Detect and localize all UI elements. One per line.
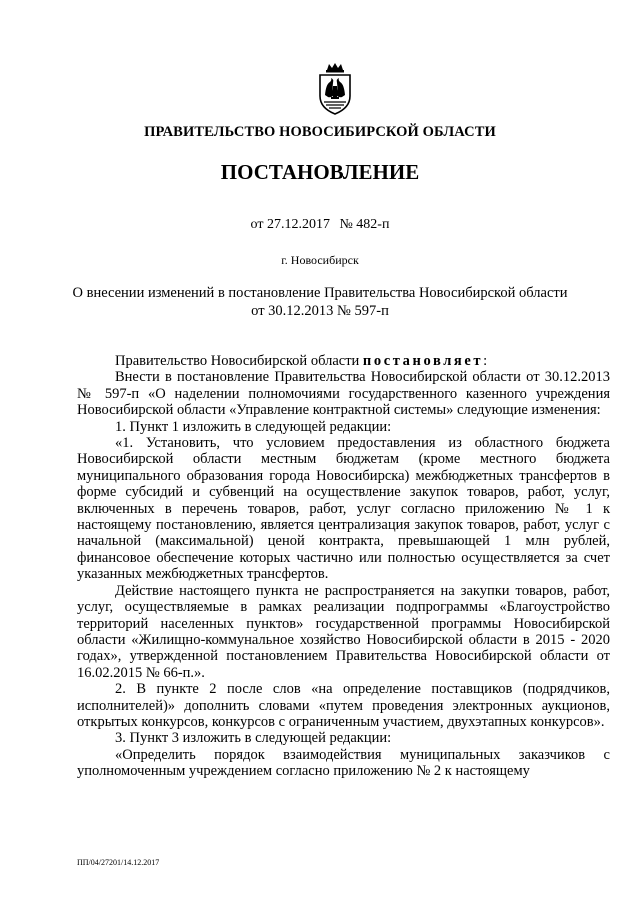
- body-paragraph: «1. Установить, что условием предоставления из областного бюджета Новосибирской области местным бюджетам (кроме местного бюджета муниципального образования города Новосибирска) межбюджетных трансфертов в форме субсидий и субвенций на осуществление закупок товаров, работ, услуг, включенных в перечень товаров, работ, услуг согласно приложению № 1 к настоящему постановлению, является централизация закупок товаров, работ, услуг с начальной (максимальной) ценой контракта, превышающей 1 млн рублей, финансовое обеспечение которых частично или полностью осуществляется за счет указанных межбюджетных трансфертов.: [77, 435, 610, 583]
- city-name: г. Новосибирск: [281, 253, 359, 267]
- body-paragraph: 3. Пункт 3 изложить в следующей редакции:: [115, 730, 392, 747]
- intro-suffix: :: [483, 353, 488, 369]
- body-paragraph: 1. Пункт 1 изложить в следующей редакции:: [115, 418, 392, 435]
- intro-keyword: постановляет: [362, 353, 484, 369]
- coat-of-arms-icon: [314, 62, 356, 116]
- body-paragraph: Действие настоящего пункта не распространяется на закупки товаров, работ, услуг, осуществляемые в рамках реализации подпрограммы «Благоустройство территорий населенных пунктов» государственной программы Новосибирской области «Жилищно-коммунальное хозяйство Новосибирской области в 2015 - 2020 годах», утвержденной постановлением Правительства Новосибирской области от 16.02.2015 № 66-п.».: [77, 582, 610, 681]
- document-subject: [40, 284, 600, 320]
- subject-line-1: О внесении изменений в постановление Правительства Новосибирской области: [72, 285, 568, 301]
- date-number-line: [0, 217, 640, 233]
- body-paragraph: Внести в постановление Правительства Новосибирской области от 30.12.2013 № 597-п «О наделении полномочиями государственного казенного учреждения Новосибирской области «Управление контрактной системы» следующие изменения:: [77, 369, 610, 419]
- intro-paragraph: [77, 353, 610, 369]
- document-number: № 482-п: [339, 217, 390, 232]
- document-type-title: ПОСТАНОВЛЕНИЕ: [220, 160, 420, 184]
- body-paragraph: 2. В пункте 2 после слов «на определение поставщиков (подрядчиков, исполнителей)» дополнить словами «путем проведения электронных аукционов, открытых конкурсов, конкурсов с ограниченным участием, двухэтапных конкурсов».: [77, 681, 610, 730]
- footer-code: ПП/04/27201/14.12.2017: [77, 858, 160, 867]
- organization-title: ПРАВИТЕЛЬСТВО НОВОСИБИРСКОЙ ОБЛАСТИ: [144, 124, 496, 140]
- body-paragraph: «Определить порядок взаимодействия муниципальных заказчиков с уполномоченным учреждением согласно приложению № 2 к настоящему: [77, 746, 610, 780]
- document-date: от 27.12.2017: [250, 217, 330, 232]
- intro-prefix: Правительство Новосибирской области: [115, 353, 363, 369]
- subject-line-2: от 30.12.2013 № 597-п: [251, 303, 389, 319]
- document-body: [77, 353, 610, 780]
